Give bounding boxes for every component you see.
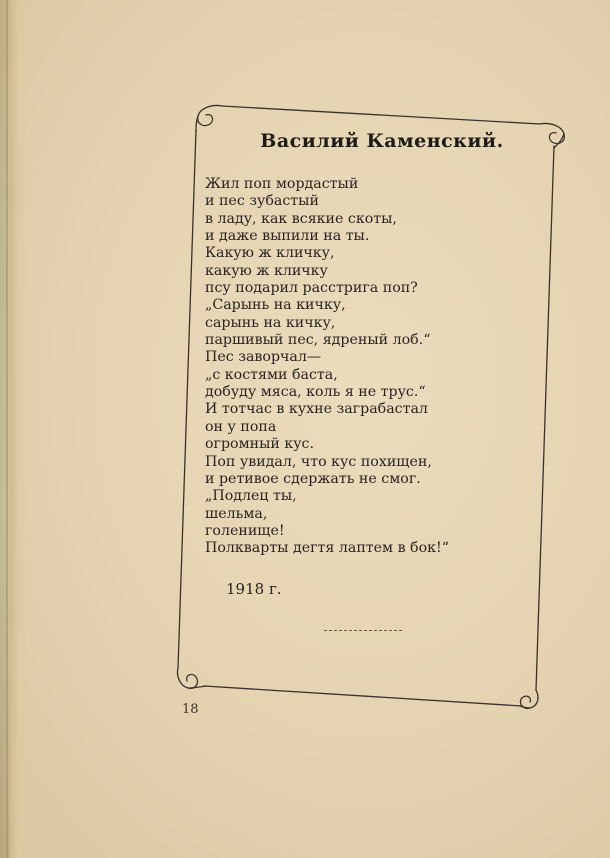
poem-line: Жил поп мордастый <box>205 176 359 192</box>
poem-line: он у попа <box>205 418 277 435</box>
poem-line: сарынь на кичку, <box>205 314 336 331</box>
frame-left-line <box>178 130 196 668</box>
poem-date: 1918 г. <box>226 580 282 598</box>
poem-line: в ладу, как всякие скоты, <box>205 210 397 227</box>
poem-line: голенище! <box>205 522 285 539</box>
poem-line: псу подарил расстрига поп? <box>205 280 418 297</box>
poem-body <box>205 176 505 558</box>
poem-line: Пес заворчал— <box>205 349 322 366</box>
poem-line: и даже выпили на ты. <box>205 228 370 245</box>
poem-line: паршивый пес, ядреный лоб.“ <box>205 332 431 349</box>
poem-line: „Сарынь на кичку, <box>205 297 346 314</box>
page-number: 18 <box>182 702 199 717</box>
spine-edge <box>6 0 8 858</box>
frame-top-line <box>222 106 540 124</box>
poem-line: и пес зубастый <box>205 193 319 210</box>
corner-ornament-br <box>520 690 538 708</box>
frame-right-line <box>536 146 554 690</box>
frame-bottom-line <box>204 686 522 706</box>
spine-tint <box>0 0 10 858</box>
poem-line: шельма, <box>205 505 268 522</box>
poem-line: добуду мяса, коль я не трус.“ <box>205 384 426 401</box>
closing-divider <box>324 630 402 631</box>
corner-ornament-tr <box>540 123 564 143</box>
author-heading: Василий Каменский. <box>260 130 504 152</box>
poem-line: „Подлец ты, <box>205 488 297 505</box>
poem-line: какую ж кличку <box>205 262 328 279</box>
poem-line: И тотчас в кухне заграбастал <box>205 401 428 418</box>
corner-ornament-tl <box>198 105 222 125</box>
poem-line: и ретивое сдержать не смог. <box>205 470 421 487</box>
poem-line: „с костями баста, <box>205 366 338 383</box>
poem-line: огромный кус. <box>205 436 315 453</box>
poem-line: Поп увидал, что кус похищен, <box>205 453 432 470</box>
corner-ornament-bl <box>177 668 197 688</box>
poem-line: Полкварты дегтя лаптем в бок!“ <box>205 540 449 557</box>
poem-line: Какую ж кличку, <box>205 245 335 262</box>
